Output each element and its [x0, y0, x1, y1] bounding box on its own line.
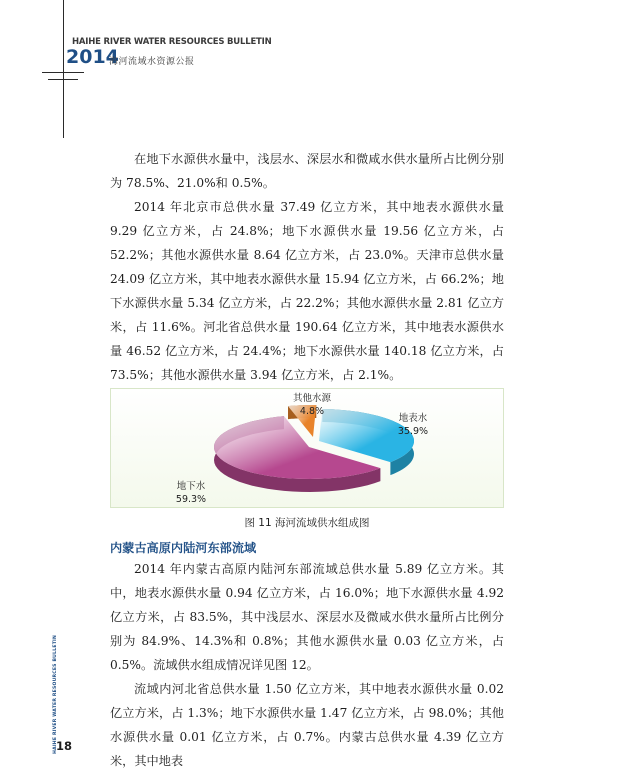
paragraph-hebei-supply: 流域内河北省总供水量 1.50 亿立方米，其中地表水源供水量 0.02 亿立方米，占 1.3%；地下水源供水量 1.47 亿立方米，占 98.0%；其他水源供水量 0.01 亿立方米，占 0.7%。内蒙古总供水量 4.39 亿立方米，其中地表	[110, 682, 504, 768]
figure-frame	[110, 388, 504, 508]
pie-label-value: 59.3%	[175, 494, 207, 505]
pie-label-value: 4.8%	[299, 406, 325, 417]
pie-label-value: 35.9%	[397, 426, 429, 437]
header-horizontal-rule-top	[42, 72, 84, 73]
side-bulletin-title: HAIHE RIVER WATER RESOURCES BULLETIN	[53, 635, 58, 754]
paragraph-province-supply: 2014 年北京市总供水量 37.49 亿立方米，其中地表水源供水量 9.29 亿立方米，占 24.8%；地下水源供水量 19.56 亿立方米，占 52.2%；其他水源供水量 8.64 亿立方米，占 23.0%。天津市总供水量 24.09 亿立方米，其中地表水源供水量 15.94 亿立方米，占 66.2%；地下水源供水量 5.34 亿立方米，占 22.2%；其他水源供水量 2.81 亿立方米，占 11.6%。河北省总供水量 190.64 亿立方米，其中地表水源供水量 46.52 亿立方米，占 24.4%；地下水源供水量 140.18 亿立方米，占 73.5%；其他水源供水量 3.94 亿立方米，占 2.1%。	[110, 200, 504, 382]
section-title: 内蒙古高原内陆河东部流域	[110, 541, 257, 555]
bulletin-year: 2014	[66, 46, 119, 68]
header-horizontal-rule-bottom	[48, 79, 78, 80]
figure-caption: 图 11 海河流域供水组成图	[244, 517, 370, 529]
bulletin-english-title: HAIHE RIVER WATER RESOURCES BULLETIN	[72, 37, 272, 47]
header-vertical-rule	[63, 0, 64, 138]
bulletin-chinese-title: 海河流域水资源公报	[109, 57, 195, 67]
page-number: 18	[56, 739, 73, 753]
paragraph-groundwater-ratio: 在地下水源供水量中，浅层水、深层水和微咸水供水量所占比例分别为 78.5%、21.0%和 0.5%。	[110, 152, 504, 190]
pie-label-name: 地表水	[398, 413, 428, 424]
supply-pie-chart	[111, 389, 503, 507]
pie-label-name: 地下水	[176, 481, 206, 492]
pie-label-name: 其他水源	[292, 393, 332, 404]
paragraph-inner-mongolia-supply: 2014 年内蒙古高原内陆河东部流域总供水量 5.89 亿立方米。其中，地表水源供水量 0.94 亿立方米，占 16.0%；地下水源供水量 4.92 亿立方米，占 83.5%，其中浅层水、深层水及微咸水供水量所占比例分别为 84.9%、14.3%和 0.8%；其他水源供水量 0.03 亿立方米，占 0.5%。流域供水组成情况详见图 12。	[110, 562, 504, 672]
